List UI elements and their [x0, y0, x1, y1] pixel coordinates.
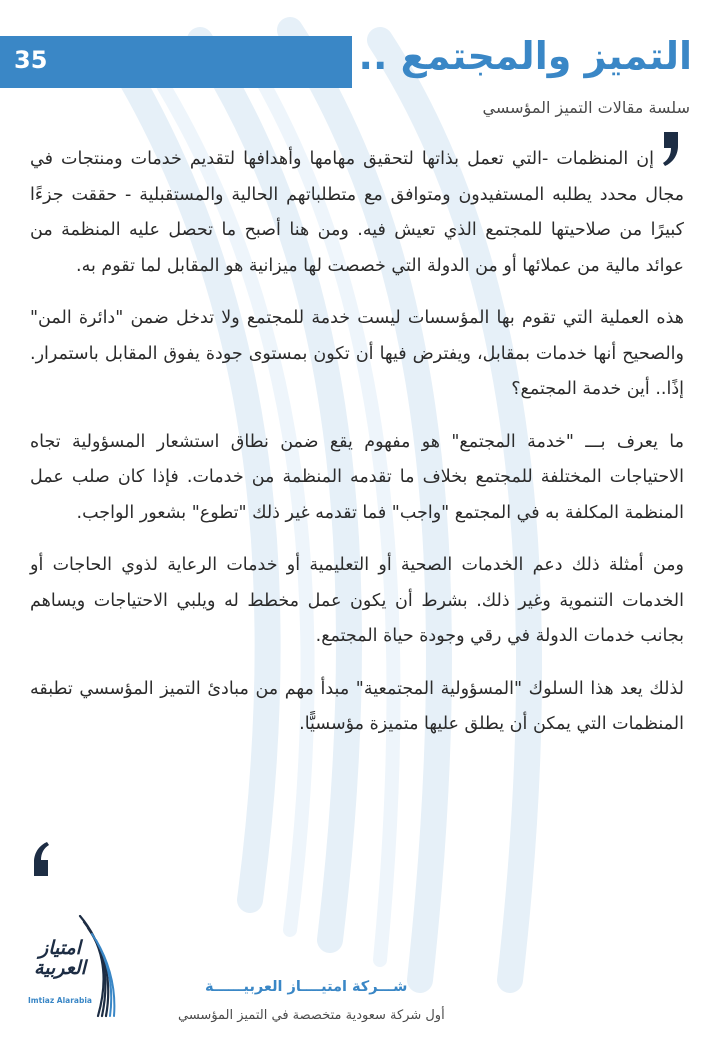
- article-body: [30, 142, 684, 760]
- page-number: 35: [14, 46, 48, 74]
- company-name: شـــركة امتيــــاز العربيــــــة: [205, 979, 408, 995]
- page-title: التميز والمجتمع ..: [358, 34, 692, 78]
- series-subtitle: سلسة مقالات التميز المؤسسي: [482, 98, 690, 117]
- page-number-bar: [0, 36, 352, 88]
- logo-latin-text: Imtiaz Alarabia: [28, 996, 92, 1005]
- article-paragraph: إن المنظمات -التي تعمل بذاتها لتحقيق مهامها وأهدافها لتقديم خدمات ومنتجات في مجال محدد يطلبه المستفيدون ومتوافق مع متطلباتهم الحالية والمستقبلية - حققت جزءًا كبيرًا من صلاحيتها للمجتمع الذي تعيش فيه. ومن هنا أصبح ما تحصل عليه المنظمة من عوائد مالية من عملائها أو من الدولة التي خصصت لها ميزانية هو المقابل لما تقوم به.: [30, 149, 684, 276]
- article-paragraph: ما يعرف بـــ "خدمة المجتمع" هو مفهوم يقع ضمن نطاق استشعار المسؤولية تجاه الاحتياجات المختلفة للمجتمع بخلاف ما تقدمه المنظمة من خدمات. فإذا كان صلب عمل المنظمة المكلفة به في المجتمع "واجب" فما تقدمه غير ذلك "تطوع" بشعور الواجب.: [30, 431, 684, 523]
- article-paragraph: هذه العملية التي تقوم بها المؤسسات ليست خدمة للمجتمع ولا تدخل ضمن "دائرة المن" والصحيح أنها خدمات بمقابل، ويفترض فيها أن تكون بمستوى جودة يفوق المقابل باستمرار. إذًا.. أين خدمة المجتمع؟: [30, 308, 684, 399]
- article-paragraph: ومن أمثلة ذلك دعم الخدمات الصحية أو التعليمية أو خدمات الرعاية لذوي الحاجات أو الخدمات التنموية وغير ذلك. بشرط أن يكون عمل مخطط له ويلبي الاحتياجات ويساهم بجانب خدمات الدولة في رقي وجودة حياة المجتمع.: [30, 555, 684, 646]
- quote-close-icon: [30, 840, 52, 878]
- logo-wordmark: امتياز العربية: [34, 937, 86, 979]
- company-tagline: أول شركة سعودية متخصصة في التميز المؤسسي: [178, 1008, 445, 1023]
- article-paragraph: لذلك يعد هذا السلوك "المسؤولية المجتمعية" مبدأ مهم من مبادئ التميز المؤسسي تطبقه المنظمات التي يمكن أن يطلق عليها متميزة مؤسسيًّا.: [30, 678, 684, 734]
